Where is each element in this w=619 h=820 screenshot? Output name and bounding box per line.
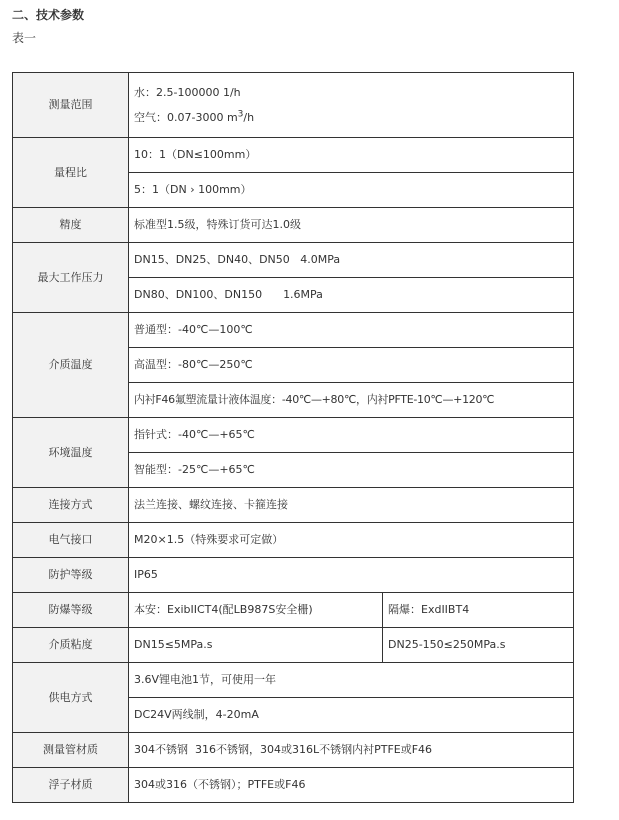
tube-material-value: 304不锈钢 316不锈钢，304或316L不锈钢内衬PTFE或F46 [129,733,574,768]
row-label-pressure: 最大工作压力 [13,243,129,313]
power-value-1: 3.6V锂电池1节，可使用一年 [129,663,574,698]
table-row [13,488,574,523]
protection-value: IP65 [129,558,574,593]
medium-temp-value-1: 普通型：-40℃—100℃ [129,313,574,348]
float-material-value: 304或316（不锈钢）；PTFE或F46 [129,768,574,803]
range-water: 水：2.5-100000 1/h [134,85,241,99]
row-label-viscosity: 介质粘度 [13,628,129,663]
turndown-value-2: 5：1（DN › 100mm） [129,173,574,208]
row-label-range: 测量范围 [13,73,129,138]
row-label-electrical: 电气接口 [13,523,129,558]
row-label-accuracy: 精度 [13,208,129,243]
power-value-2: DC24V两线制，4-20mA [129,698,574,733]
medium-temp-value-3: 内衬F46氟塑流量计液体温度：-40℃—+80℃，内衬PFTE-10℃—+120℃ [129,383,574,418]
row-label-explosion: 防爆等级 [13,593,129,628]
table-row [13,418,574,453]
range-values [129,73,574,138]
connection-value: 法兰连接、螺纹连接、卡箍连接 [129,488,574,523]
env-temp-value-2: 智能型：-25℃—+65℃ [129,453,574,488]
row-label-medium-temp: 介质温度 [13,313,129,418]
electrical-value: M20×1.5（特殊要求可定做） [129,523,574,558]
turndown-value-1: 10：1（DN≤100mm） [129,138,574,173]
viscosity-value-1: DN15≤5MPa.s [129,628,383,663]
row-label-float-material: 浮子材质 [13,768,129,803]
range-air-sup: 3 [237,109,244,120]
table-row [13,768,574,803]
row-label-protection: 防护等级 [13,558,129,593]
medium-temp-value-2: 高温型：-80℃—250℃ [129,348,574,383]
viscosity-value-2: DN25-150≤250MPa.s [383,628,574,663]
table-row [13,663,574,698]
table-row [13,243,574,278]
table-row [13,628,574,663]
range-air-text: 空气：0.07-3000 m [134,111,238,124]
table-row [13,523,574,558]
pressure-value-2: DN80、DN100、DN150 1.6MPa [129,278,574,313]
row-label-power: 供电方式 [13,663,129,733]
table-row [13,138,574,173]
table-row [13,593,574,628]
range-air [134,111,568,124]
table-row [13,733,574,768]
row-label-tube-material: 测量管材质 [13,733,129,768]
explosion-value-2: 隔爆：ExdIIBT4 [383,593,574,628]
table-row [13,313,574,348]
accuracy-value: 标准型1.5级，特殊订货可达1.0级 [129,208,574,243]
table-row [13,73,574,138]
explosion-value-1: 本安：ExibIICT4(配LB987S安全栅) [129,593,383,628]
pressure-value-1: DN15、DN25、DN40、DN50 4.0MPa [129,243,574,278]
row-label-env-temp: 环境温度 [13,418,129,488]
env-temp-value-1: 指针式：-40℃—+65℃ [129,418,574,453]
table-row [13,558,574,593]
row-label-turndown: 量程比 [13,138,129,208]
range-air-unit: /h [243,111,255,124]
row-label-connection: 连接方式 [13,488,129,523]
spec-table [12,72,574,803]
table-caption: 表一 [12,31,37,45]
section-heading: 二、技术参数 [12,8,85,22]
table-row [13,208,574,243]
